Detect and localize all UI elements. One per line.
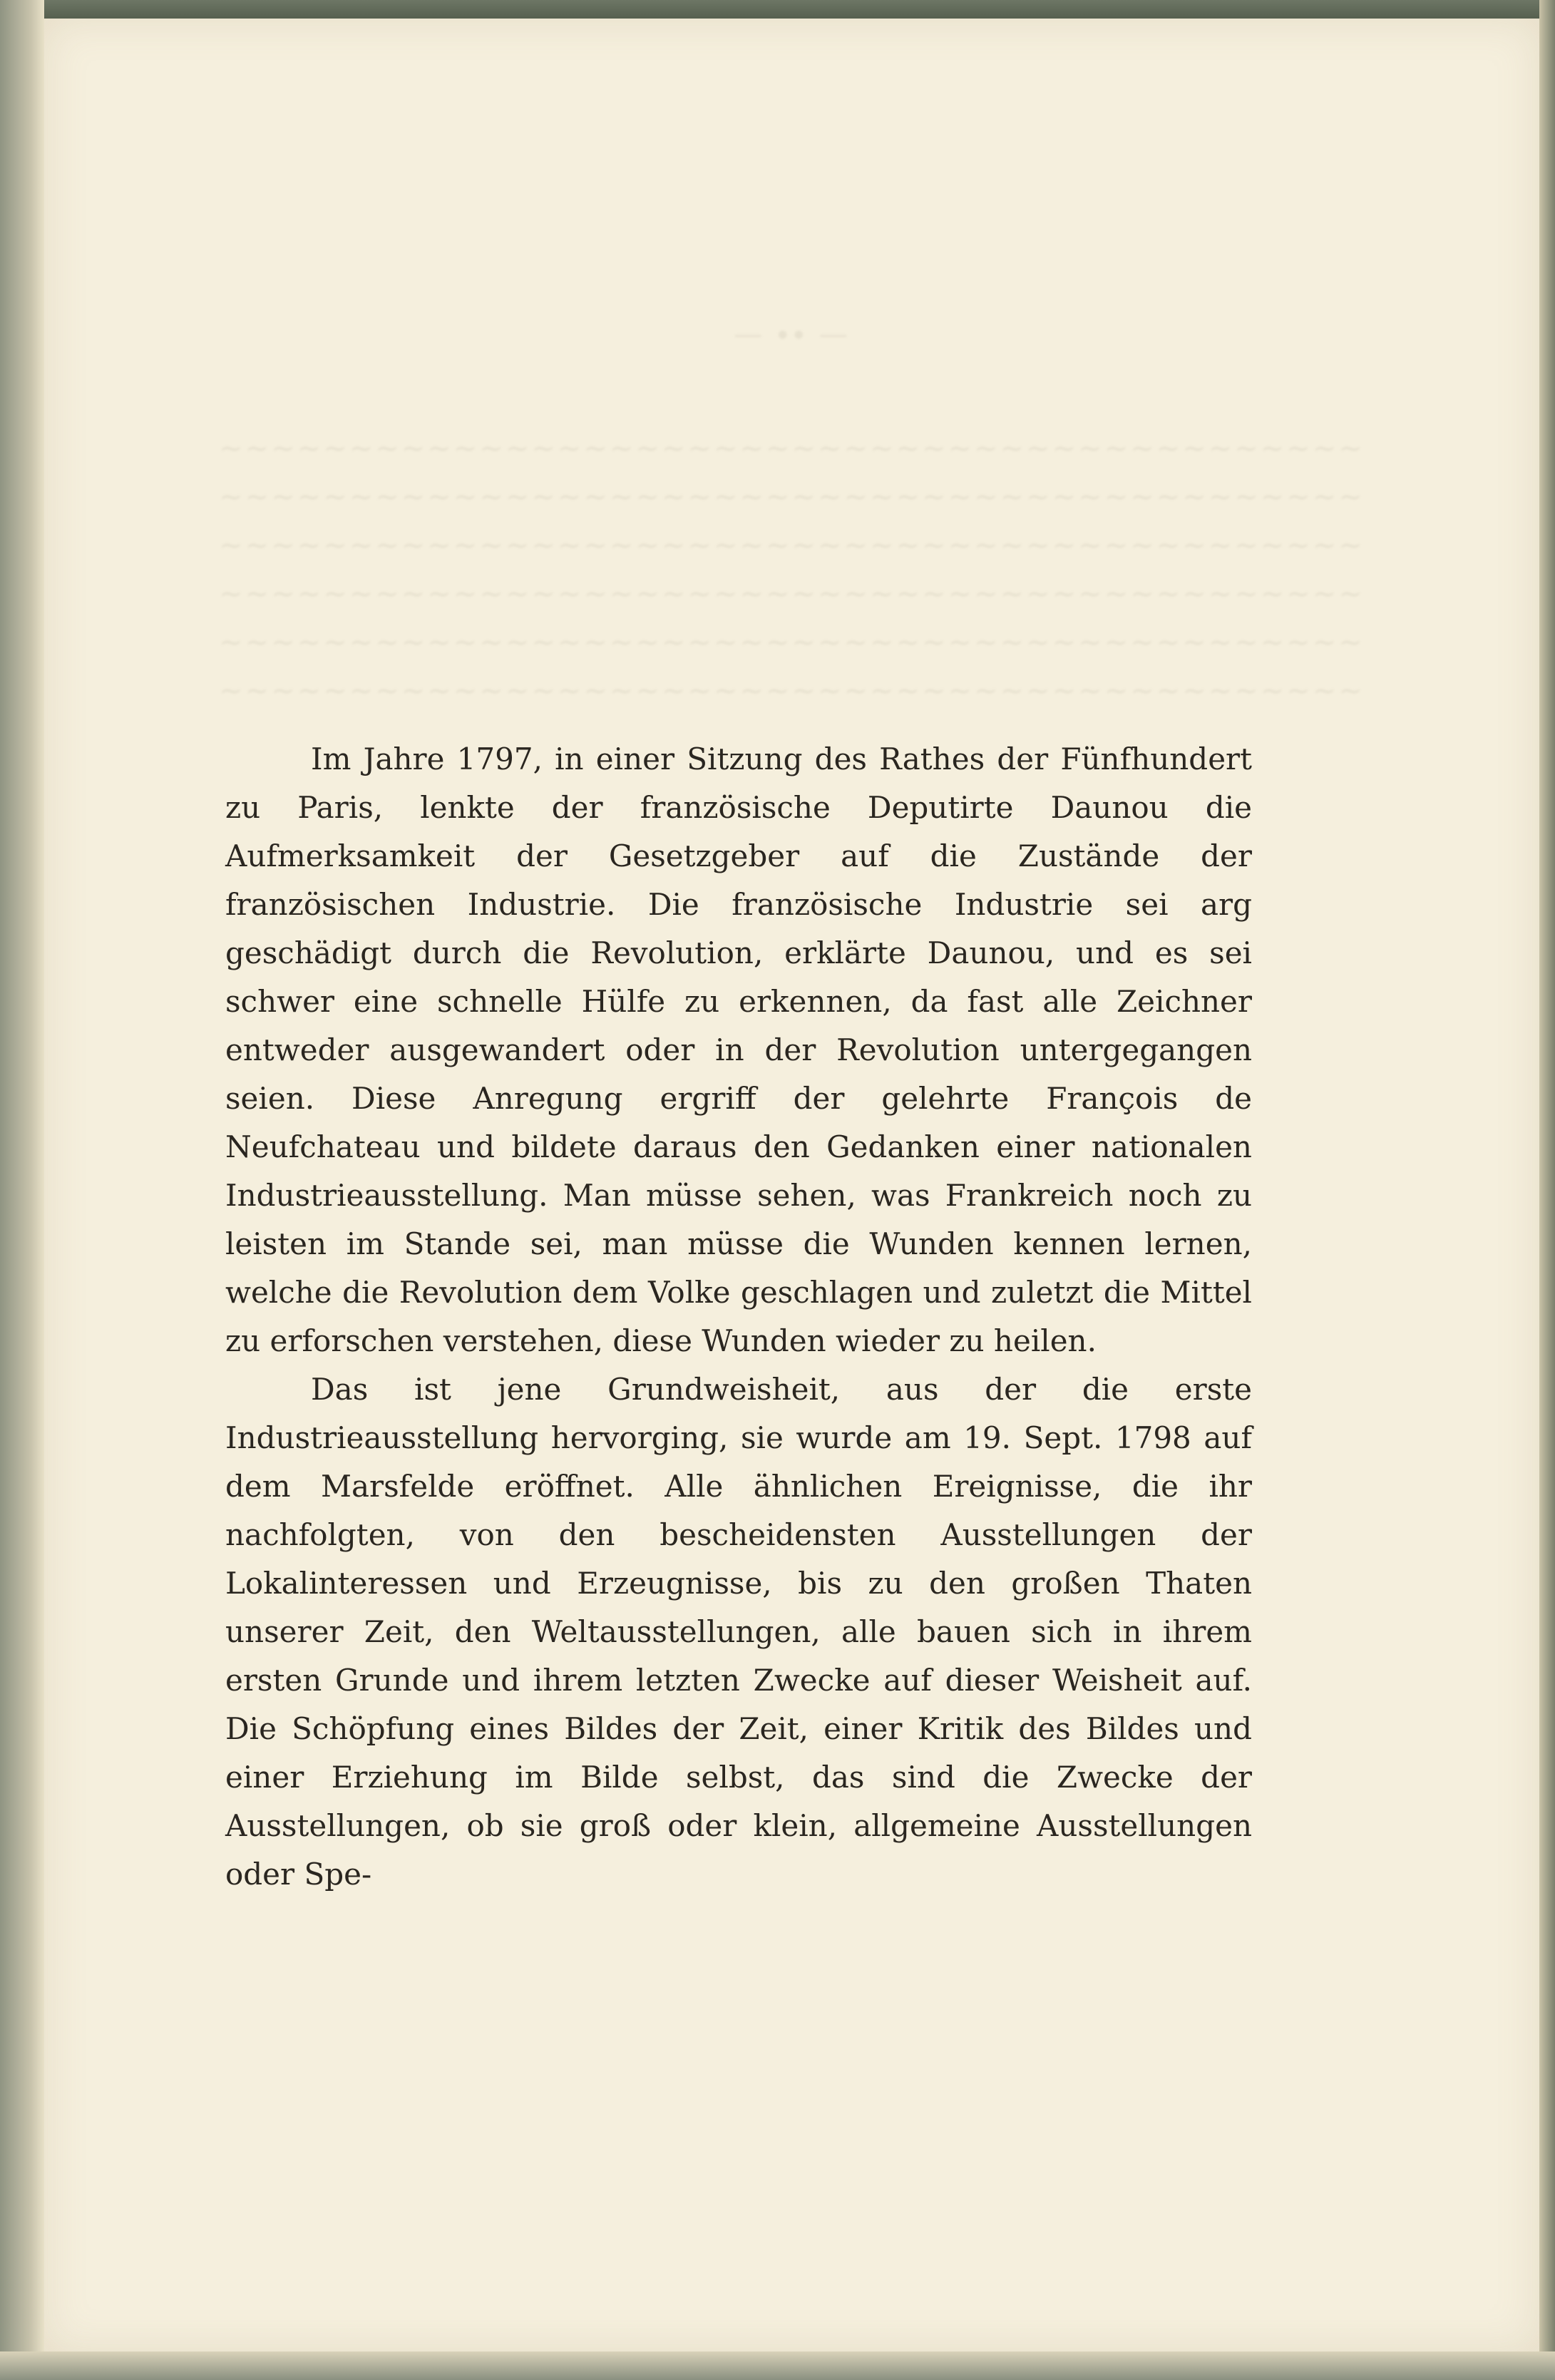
book-right-edge	[1539, 0, 1555, 2380]
show-through-line: ~~~~~~~~~~~~~~~~~~~~~~~~~~~~~~~~~~~~~~~~~~~~	[219, 529, 1365, 562]
body-text	[225, 735, 1252, 1899]
show-through-line: ~~~~~~~~~~~~~~~~~~~~~~~~~~~~~~~~~~~~~~~~~~~~	[219, 674, 1365, 707]
paragraph-2: Das ist jene Grundweisheit, aus der die erste Industrieausstellung hervorging, sie wurde am 19. Sept. 1798 auf dem Marsfelde eröffnet. Alle ähnlichen Ereignisse, die ihr nachfolgten, von den bescheidensten Ausstellungen der Lokalinteressen und Erzeugnisse, bis zu den großen Thaten unserer Zeit, den Weltausstellungen, alle bauen sich in ihrem ersten Grunde und ihrem letzten Zwecke auf dieser Weisheit auf. Die Schöpfung eines Bildes der Zeit, einer Kritik des Bildes und einer Erziehung im Bilde selbst, das sind die Zwecke der Ausstellungen, ob sie groß oder klein, allgemeine Ausstellungen oder Spe-	[225, 1372, 1252, 1892]
show-through-line: ~~~~~~~~~~~~~~~~~~~~~~~~~~~~~~~~~~~~~~~~~~~~	[219, 626, 1365, 659]
book-spine-edge	[0, 0, 44, 2380]
show-through-line: — ∙∙ —	[734, 318, 850, 351]
paragraph-1: Im Jahre 1797, in einer Sitzung des Rathes der Fünfhundert zu Paris, lenkte der französische Deputirte Daunou die Aufmerksamkeit der Gesetzgeber auf die Zustände der französischen Industrie. Die französische Industrie sei arg geschädigt durch die Revolution, erklärte Daunou, und es sei schwer eine schnelle Hülfe zu erkennen, da fast alle Zeichner entweder ausgewandert oder in der Revolution untergegangen seien. Diese Anregung ergriff der gelehrte François de Neufchateau und bildete daraus den Gedanken einer nationalen Industrieausstellung. Man müsse sehen, was Frankreich noch zu leisten im Stande sei, man müsse die Wunden kennen lernen, welche die Revolution dem Volke geschlagen und zuletzt die Mittel zu erforschen verstehen, diese Wunden wieder zu heilen.	[225, 742, 1252, 1358]
book-top-edge	[0, 0, 1555, 19]
book-page	[44, 19, 1539, 2351]
book-bottom-edge	[0, 2351, 1555, 2380]
show-through-line: ~~~~~~~~~~~~~~~~~~~~~~~~~~~~~~~~~~~~~~~~~~~~	[219, 481, 1365, 513]
show-through-line: ~~~~~~~~~~~~~~~~~~~~~~~~~~~~~~~~~~~~~~~~~~~~	[219, 578, 1365, 610]
show-through-line: ~~~~~~~~~~~~~~~~~~~~~~~~~~~~~~~~~~~~~~~~~~~~	[219, 432, 1365, 465]
